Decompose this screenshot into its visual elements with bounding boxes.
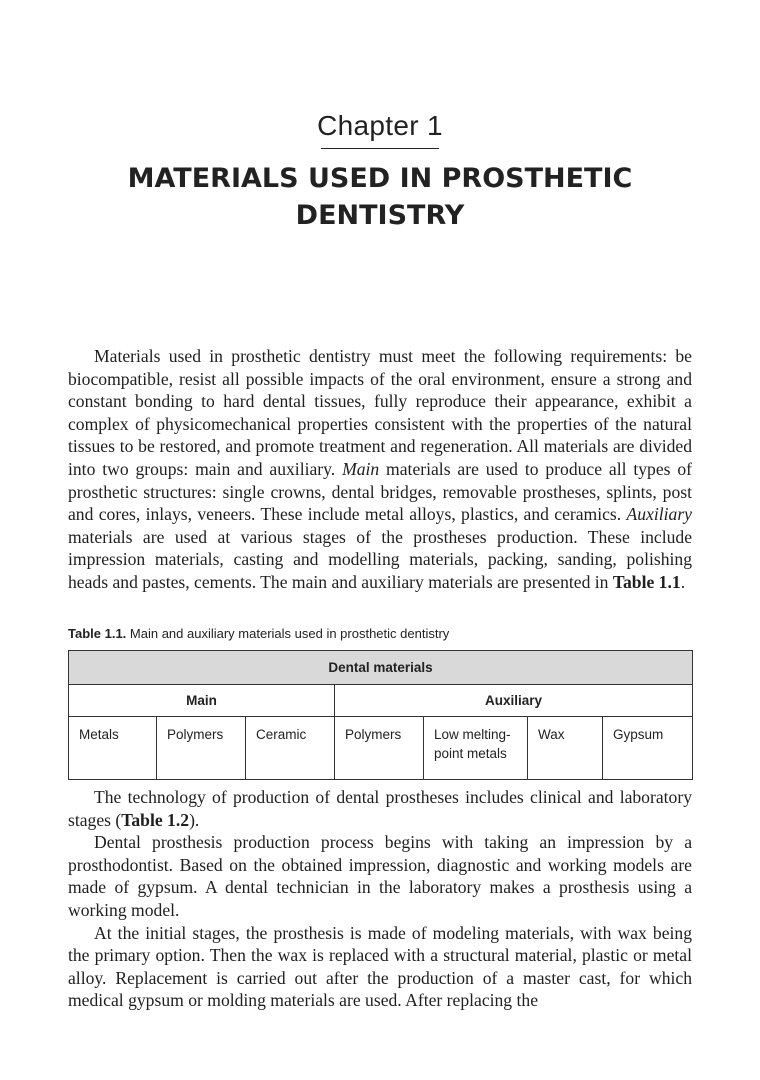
table-cell: Gypsum <box>603 717 693 780</box>
body-paragraphs <box>68 786 692 1012</box>
paragraph-production-process: Dental prosthesis production process begins with taking an impression by a prosthodontist. Based on the obtained impression, diagnostic and working models are made of gypsum. A dental technician in the laboratory makes a prosthesis using a working model. <box>68 832 692 920</box>
table-cell: Low melting-point metals <box>424 717 528 780</box>
table-reference-2: Table 1.2 <box>121 809 190 830</box>
table-header-row <box>69 651 693 685</box>
table-group-main: Main <box>69 685 335 717</box>
chapter-title: MATERIALS USED IN PROSTHETIC DENTISTRY <box>127 163 633 231</box>
table-row <box>69 717 693 780</box>
paragraph-initial-stages: At the initial stages, the prosthesis is made of modeling materials, with wax being the primary option. Then the wax is replaced with a structural material, plastic or metal alloy. Replacement is carried out after the production of a master cast, for which medical gypsum or molding materials are used. After replacing the <box>68 922 692 1011</box>
materials-table <box>68 650 693 780</box>
table-group-row <box>69 685 693 717</box>
table-cell: Ceramic <box>246 717 335 780</box>
intro-text-1: Materials used in prosthetic dentistry must meet the following requirements: be biocompatible, resist all possible impacts of the oral environment, ensure a strong and constant bonding to hard dental tissues, fully reproduce their appearance, exhibit a complex of physicomechanical properties consistent with the properties of the natural tissues to be restored, and promote treatment and regeneration. All materials are divided into two groups: main and auxiliary. <box>68 346 692 479</box>
auxiliary-emphasis: Auxiliary <box>626 504 692 525</box>
intro-paragraph-block <box>68 345 692 594</box>
table-header-dental-materials: Dental materials <box>69 651 693 685</box>
table-caption <box>68 626 692 642</box>
table-group-auxiliary: Auxiliary <box>335 685 693 717</box>
chapter-label: Chapter 1 <box>317 110 443 141</box>
table-cell: Wax <box>528 717 603 780</box>
table-caption-label: Table 1.1. <box>68 626 127 641</box>
table-cell: Polymers <box>157 717 246 780</box>
main-emphasis: Main <box>342 458 380 479</box>
paragraph-technology-text: The technology of production of dental prostheses includes clinical and laboratory stages ( <box>68 787 692 830</box>
intro-text-2: materials are used to produce all types of prosthetic structures: single crowns, dental bridges, removable prostheses, splints, post and cores, inlays, veneers. These include metal alloys, plastics, and ceramics. <box>68 458 692 525</box>
intro-paragraph <box>68 345 692 594</box>
table-cell: Metals <box>69 717 157 780</box>
chapter-underline <box>321 148 439 149</box>
table-cell: Polymers <box>335 717 424 780</box>
intro-text-3: materials are used at various stages of the prostheses production. These include impression materials, casting and modelling materials, packing, sanding, polishing heads and pastes, cements. The main and auxiliary materials are presented in <box>68 526 692 592</box>
intro-end: . <box>680 571 686 592</box>
table-caption-text: Main and auxiliary materials used in prosthetic dentistry <box>126 626 450 641</box>
table-reference: Table 1.1 <box>612 571 681 592</box>
paragraph-technology <box>68 786 692 831</box>
paragraph-technology-end: ). <box>189 809 200 830</box>
